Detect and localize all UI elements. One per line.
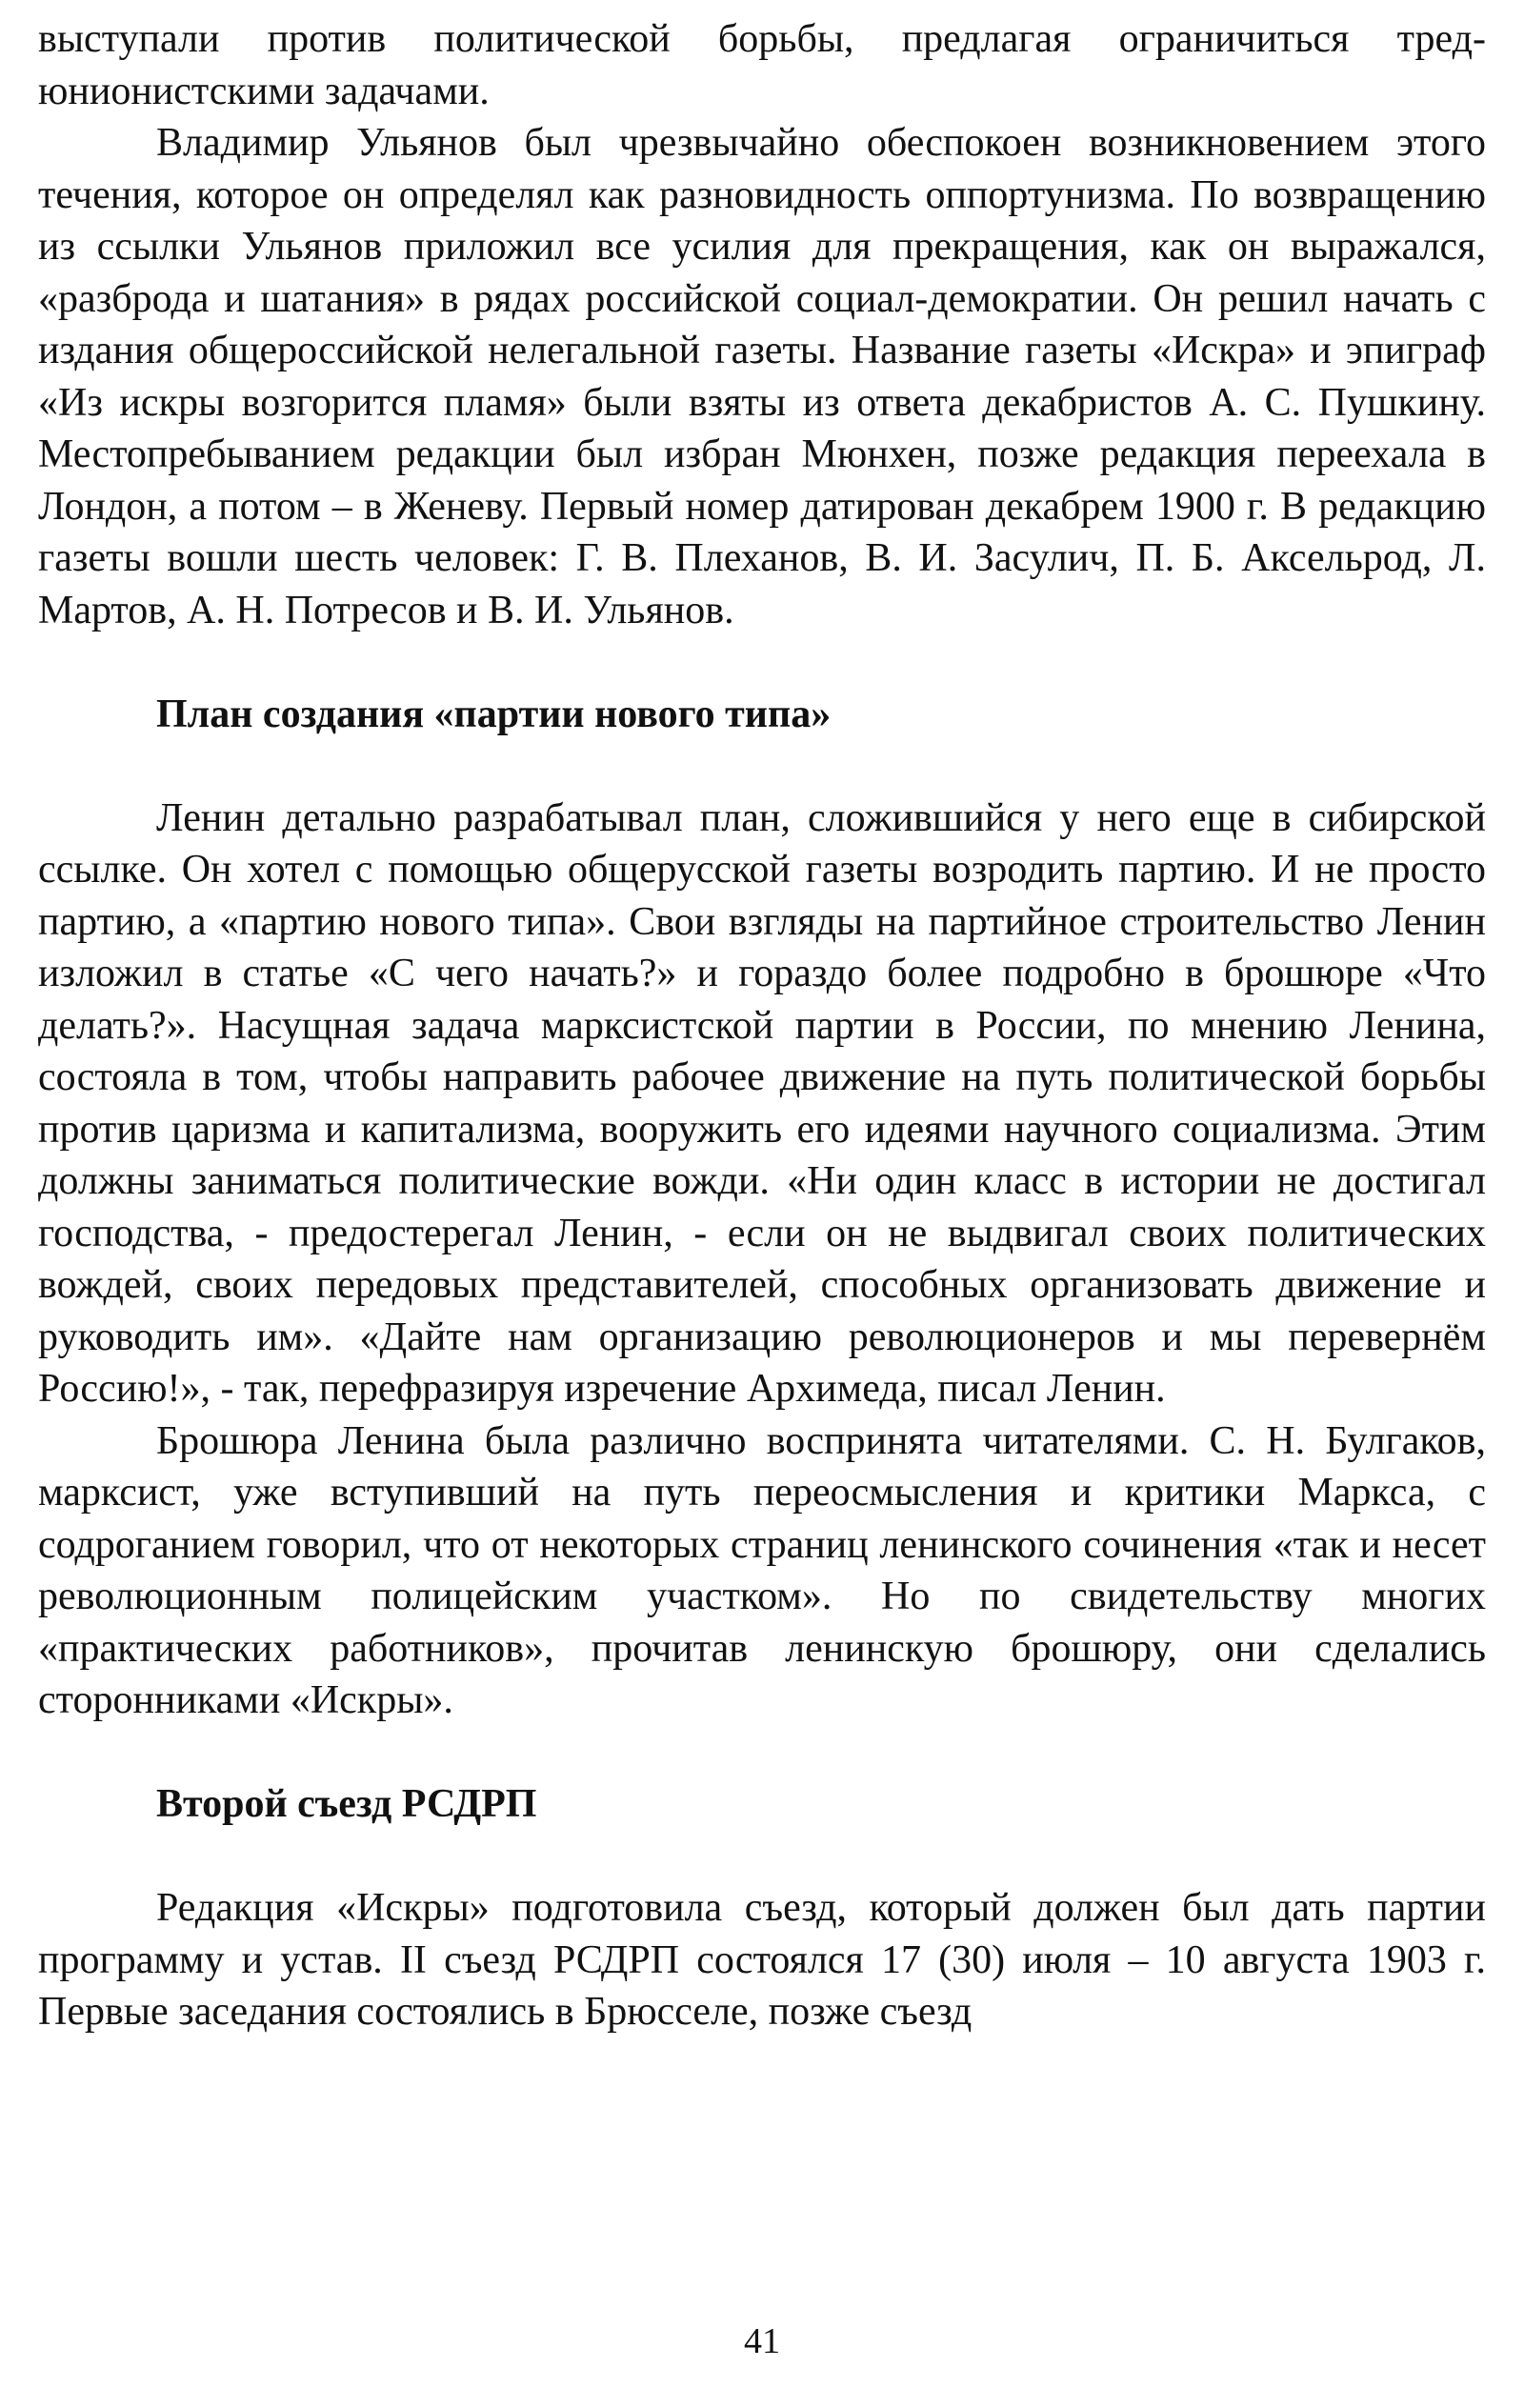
paragraph-brochure: Брошюра Ленина была различно воспринята читателями. С. Н. Булгаков, марксист, уже вступивший на путь переосмысления и критики Маркса, с содроганием говорил, что от некоторых страниц ленинского сочинения «так и несет революционным полицейским участком». Но по свидетельству многих «практических работников», прочитав ленинскую брошюру, они сделались сторонниками «Искры».	[38, 1418, 1486, 1722]
paragraph-iskra: Владимир Ульянов был чрезвычайно обеспокоен возникновением этого течения, которое он определял как разновидность оппортунизма. По возвращению из ссылки Ульянов приложил все усилия для прекращения, как он выражался, «разброда и шатания» в рядах российской социал-демократии. Он решил начать с издания общероссийской нелегальной газеты. Название газеты «Искра» и эпиграф «Из искры возгорится пламя» были взяты из ответа декабристов А. С. Пушкину. Местопребыванием редакции был избран Мюнхен, позже редакция переехала в Лондон, а потом – в Женеву. Первый номер датирован декабрем 1900 г. В редакцию газеты вошли шесть человек: Г. В. Плеханов, В. И. Засулич, П. Б. Аксельрод, Л. Мартов, А. Н. Потресов и В. И. Ульянов.	[38, 121, 1486, 632]
paragraph-party-plan: Ленин детально разрабатывал план, сложившийся у него еще в сибирской ссылке. Он хотел с помощью общерусской газеты возродить партию. И не просто партию, а «партию нового типа». Свои взгляды на партийное строительство Ленин изложил в статье «С чего начать?» и гораздо более подробно в брошюре «Что делать?». Насущная задача марксистской партии в России, по мнению Ленина, состояла в том, чтобы направить рабочее движение на путь политической борьбы против царизма и капитализма, вооружить его идеями научного социализма. Этим должны заниматься политические вожди. «Ни один класс в истории не достигал господства, - предостерегал Ленин, - если он не выдвигал своих политических вождей, своих передовых представителей, способных организовать движение и руководить им». «Дайте нам организацию революционеров и мы перевернём Россию!», - так, перефразируя изречение Архимеда, писал Ленин.	[38, 795, 1486, 1411]
spacer	[38, 1831, 1486, 1883]
document-page	[38, 13, 1486, 2038]
page-number: 41	[744, 2321, 780, 2361]
paragraph-continued: выступали против политической борьбы, предлагая ограничиться тред-юнионистскими задачами.	[38, 17, 1486, 113]
section-heading-party-plan: План создания «партии нового типа»	[156, 692, 832, 736]
spacer	[38, 740, 1486, 793]
spacer	[38, 1727, 1486, 1779]
paragraph-congress: Редакция «Искры» подготовила съезд, который должен был дать партии программу и устав. II съезд РСДРП состоялся 17 (30) июля – 10 августа 1903 г. Первые заседания состоялись в Брюсселе, позже съезд	[38, 1886, 1486, 2034]
spacer	[38, 636, 1486, 689]
section-heading-second-congress: Второй съезд РСДРП	[156, 1782, 537, 1826]
